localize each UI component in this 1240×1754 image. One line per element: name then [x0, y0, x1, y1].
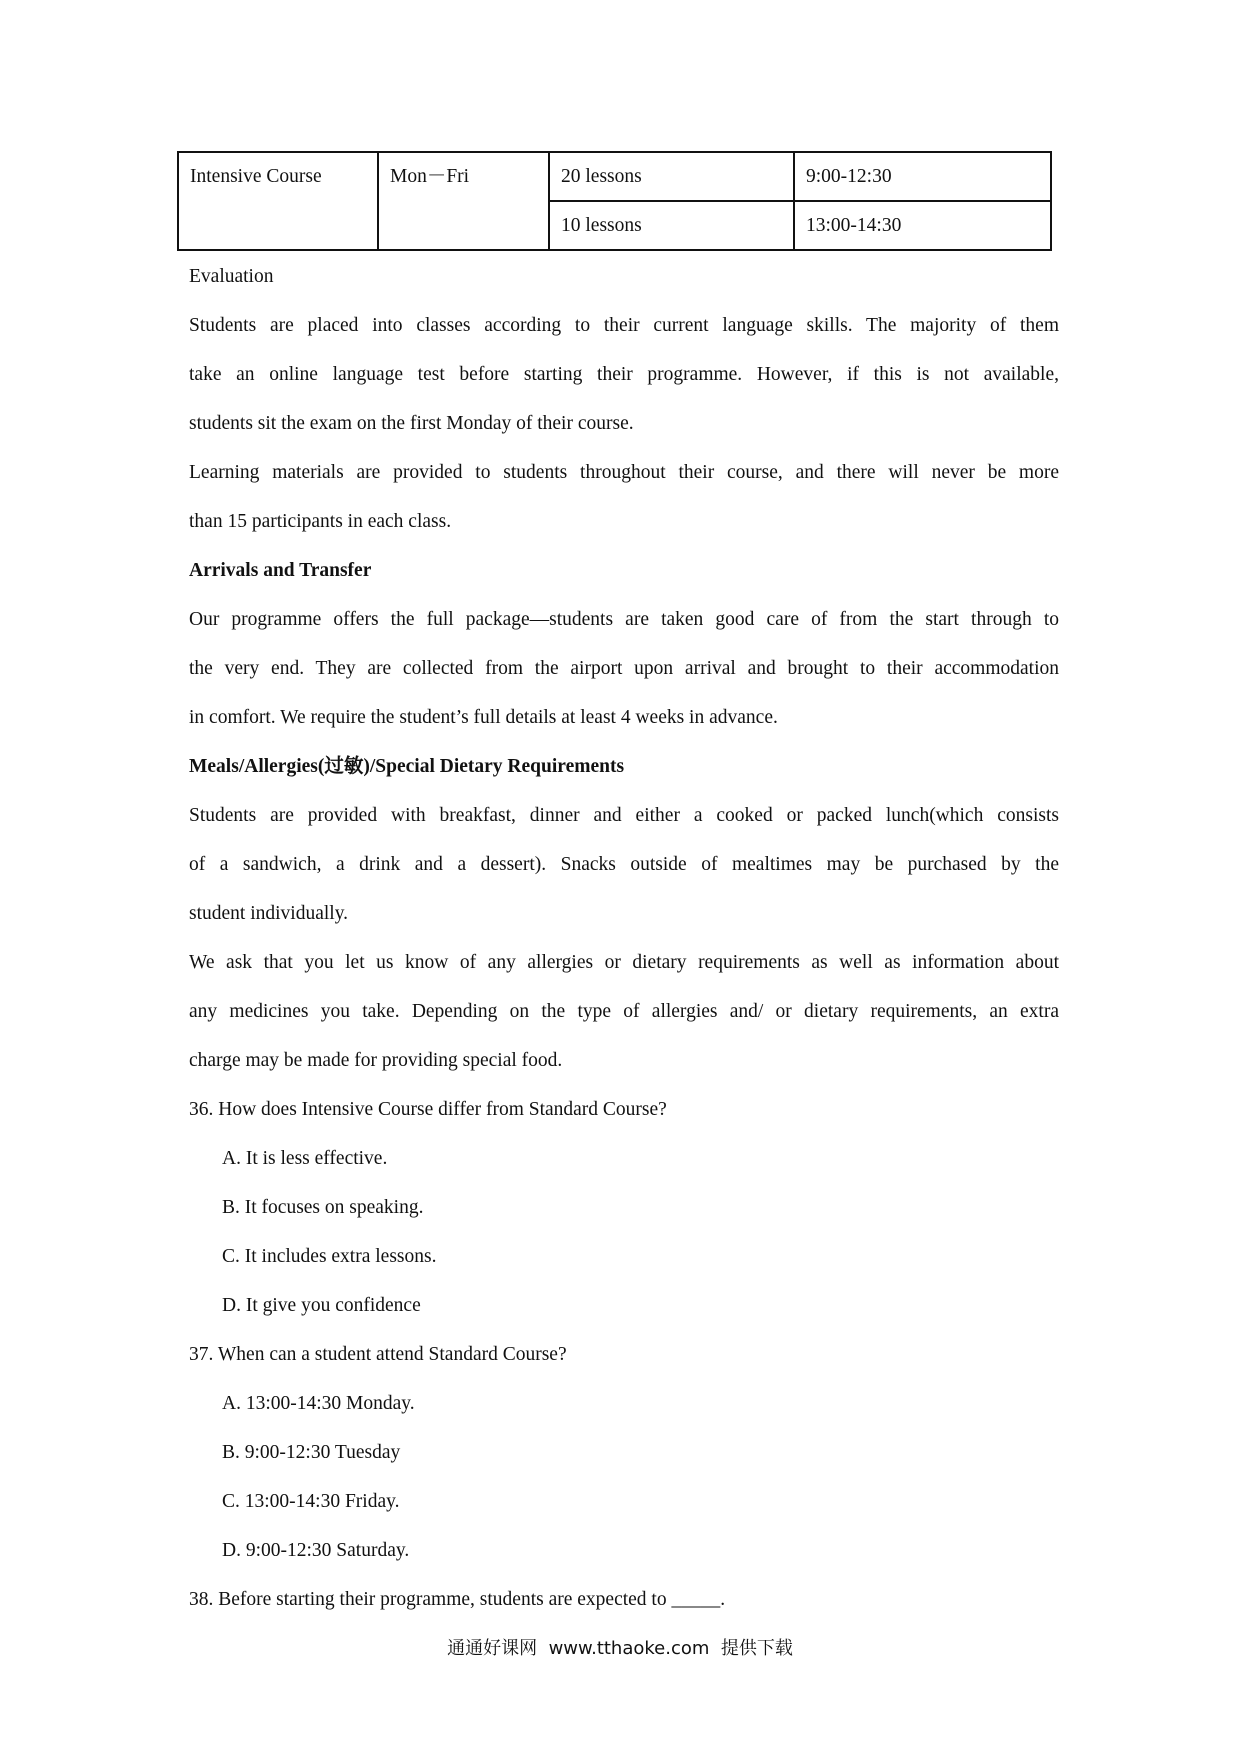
paragraph-line: students sit the exam on the first Monday of their course.	[189, 413, 634, 434]
answer-option: C. 13:00-14:30 Friday.	[222, 1491, 400, 1512]
paragraph-line: student individually.	[189, 903, 349, 924]
section-heading-meals: Meals/Allergies(过敏)/Special Dietary Requirements	[189, 756, 625, 777]
paragraph-line: Our programme offers the full package—students are taken good care of from the start through to	[189, 609, 1059, 630]
page-footer: 通通好课网 www.tthaoke.com 提供下载	[447, 1638, 793, 1659]
answer-option: A. It is less effective.	[222, 1148, 388, 1169]
time-cell: 13:00-14:30	[794, 201, 1051, 250]
paragraph-line: Learning materials are provided to students throughout their course, and there will never be more	[189, 462, 1059, 483]
paragraph-line: Students are provided with breakfast, dinner and either a cooked or packed lunch(which consists	[189, 805, 1059, 826]
time-cell: 9:00-12:30	[794, 152, 1051, 201]
question-stem: 38. Before starting their programme, students are expected to _____.	[189, 1589, 726, 1610]
course-cell: Intensive Course	[178, 152, 378, 250]
answer-option: A. 13:00-14:30 Monday.	[222, 1393, 415, 1414]
answer-option: D. It give you confidence	[222, 1295, 421, 1316]
question-stem: 37. When can a student attend Standard Course?	[189, 1344, 567, 1365]
paragraph-line: charge may be made for providing special food.	[189, 1050, 563, 1071]
section-heading-evaluation: Evaluation	[189, 266, 274, 287]
answer-option: D. 9:00-12:30 Saturday.	[222, 1540, 410, 1561]
paragraph-line: the very end. They are collected from the airport upon arrival and brought to their accommodation	[189, 658, 1059, 679]
days-cell: Mon－Fri	[378, 152, 549, 250]
schedule-table	[177, 151, 1052, 251]
paragraph-line: We ask that you let us know of any allergies or dietary requirements as well as information about	[189, 952, 1059, 973]
answer-option: B. It focuses on speaking.	[222, 1197, 424, 1218]
lessons-cell: 10 lessons	[549, 201, 794, 250]
paragraph-line: than 15 participants in each class.	[189, 511, 452, 532]
section-heading-arrivals: Arrivals and Transfer	[189, 560, 372, 581]
paragraph-line: take an online language test before starting their programme. However, if this is not available,	[189, 364, 1059, 385]
lessons-cell: 20 lessons	[549, 152, 794, 201]
paragraph-line: any medicines you take. Depending on the type of allergies and/ or dietary requirements, an extra	[189, 1001, 1059, 1022]
paragraph-line: of a sandwich, a drink and a dessert). Snacks outside of mealtimes may be purchased by the	[189, 854, 1059, 875]
paragraph-line: Students are placed into classes according to their current language skills. The majority of them	[189, 315, 1059, 336]
answer-option: B. 9:00-12:30 Tuesday	[222, 1442, 401, 1463]
table-row	[178, 152, 1051, 201]
paragraph-line: in comfort. We require the student’s full details at least 4 weeks in advance.	[189, 707, 778, 728]
answer-option: C. It includes extra lessons.	[222, 1246, 437, 1267]
question-stem: 36. How does Intensive Course differ from Standard Course?	[189, 1099, 667, 1120]
